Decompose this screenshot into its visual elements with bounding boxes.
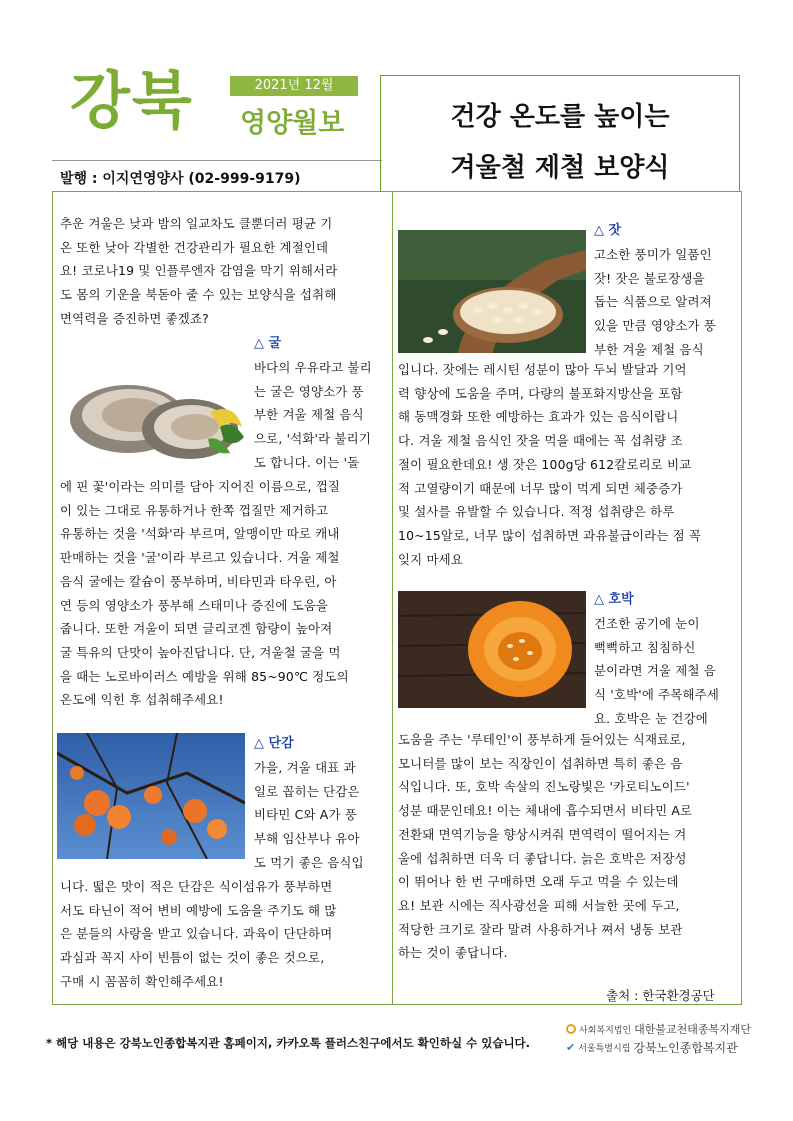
org2-prefix: 서울특별시립 bbox=[578, 1043, 631, 1054]
persimmon-image bbox=[57, 733, 245, 859]
title-line-2: 겨울철 제철 보양식 bbox=[450, 153, 670, 183]
oyster-image bbox=[60, 357, 246, 467]
pine-nut-side-line: 있을 만큼 영양소가 풍 bbox=[594, 318, 716, 334]
pumpkin-line: 식입니다. 또, 호박 속살의 진노랑빛은 '카로티노이드' bbox=[398, 779, 690, 795]
intro-line: 도 몸의 기운을 북돋아 줄 수 있는 보양식을 섭취해 bbox=[60, 287, 337, 303]
welfare-center-logo-icon: ✔ bbox=[566, 1040, 576, 1054]
pumpkin-side-line: 분이라면 겨울 제철 음 bbox=[594, 663, 716, 679]
pine-nut-side-text bbox=[594, 243, 736, 362]
footer-note: * 해당 내용은 강북노인종합복지관 홈페이지, 카카오톡 플러스친구에서도 확인하실 수 있습니다. bbox=[46, 1036, 531, 1050]
pumpkin-line: 모니터를 많이 보는 직장인이 섭취하면 특히 좋은 음 bbox=[398, 755, 683, 771]
persimmon-side-line: 가을, 겨울 대표 과 bbox=[254, 760, 356, 775]
oyster-side-line: 으로, '석화'라 불리기 bbox=[254, 431, 371, 447]
oyster-line: 줍니다. 또한 겨울이 되면 글리코겐 함량이 높아져 bbox=[60, 621, 333, 637]
pine-nut-side-line: 돕는 식품으로 알려져 bbox=[594, 294, 712, 310]
oyster-line: 굴 특유의 단맛이 높아진답니다. 단, 겨울철 굴을 먹 bbox=[60, 644, 341, 660]
pumpkin-image bbox=[398, 591, 586, 708]
oyster-paragraph bbox=[60, 475, 386, 712]
intro-paragraph bbox=[60, 212, 386, 331]
intro-line: 추운 겨울은 낮과 밤의 일교차도 클뿐더러 평균 기 bbox=[60, 216, 333, 231]
persimmon-line: 니다. 떫은 맛이 적은 단감은 식이섬유가 풍부하면 bbox=[60, 879, 333, 894]
pine-nut-image bbox=[398, 230, 586, 353]
pumpkin-line: 울에 섭취하면 더욱 더 좋답니다. 늙은 호박은 저장성 bbox=[398, 850, 687, 866]
title-box bbox=[380, 75, 740, 192]
pumpkin-line: 성분 때문인데요! 이는 체내에 흡수되면서 비타민 A로 bbox=[398, 803, 693, 819]
pine-nut-line: 력 향상에 도움을 주며, 다량의 불포화지방산을 포함 bbox=[398, 385, 683, 401]
persimmon-side-line: 비타민 C와 A가 풍 bbox=[254, 807, 357, 823]
persimmon-heading: △ 단감 bbox=[254, 736, 294, 751]
pumpkin-side-line: 식 '호박'에 주목해주세 bbox=[594, 687, 720, 703]
brand-title: 강북 bbox=[70, 64, 194, 137]
column-divider bbox=[392, 191, 393, 1005]
pumpkin-line: 전환돼 면역기능을 향상시켜줘 면역력이 떨어지는 겨 bbox=[398, 826, 687, 842]
oyster-side-line: 도 합니다. 이는 '돌 bbox=[254, 454, 360, 470]
oyster-line: 연 등의 영양소가 풍부해 스태미나 증진에 도움을 bbox=[60, 597, 329, 613]
pumpkin-line: 이 뛰어나 한 번 구매하면 오래 두고 먹을 수 있는데 bbox=[398, 874, 679, 890]
pine-nut-line: 잊지 마세요 bbox=[398, 551, 463, 567]
oyster-line: 음식 굴에는 칼슘이 풍부하며, 비타민과 타우린, 아 bbox=[60, 573, 337, 589]
oyster-heading: △ 굴 bbox=[254, 336, 282, 351]
persimmon-paragraph bbox=[60, 875, 386, 994]
persimmon-line: 서도 타닌이 적어 변비 예방에 도움을 주기도 해 많 bbox=[60, 902, 337, 918]
persimmon-side-line: 일로 꼽히는 단감은 bbox=[254, 783, 360, 799]
pine-nut-line: 다. 겨울 제철 음식인 잣을 먹을 때에는 꼭 섭취량 조 bbox=[398, 433, 683, 449]
source-credit: 출처 : 한국환경공단 bbox=[606, 988, 715, 1003]
oyster-line: 판매하는 것을 '굴'이라 부르고 있습니다. 겨울 제철 bbox=[60, 550, 340, 566]
oyster-line: 이 있는 그대로 유통하거나 한쪽 껍질만 제거하고 bbox=[60, 502, 329, 518]
oyster-side-line: 부한 겨울 제철 음식 bbox=[254, 407, 364, 423]
persimmon-line: 과심과 꼭지 사이 빈틈이 없는 것이 좋은 것으로, bbox=[60, 950, 325, 966]
issue-date-badge: 2021년 12월 bbox=[230, 76, 358, 96]
pumpkin-line: 적당한 크기로 잘라 말려 사용하거나 쪄서 냉동 보관 bbox=[398, 921, 683, 937]
intro-line: 요! 코로나19 및 인플루엔자 감염을 막기 위해서라 bbox=[60, 263, 338, 279]
pumpkin-line: 도움을 주는 '루테인'이 풍부하게 들어있는 식재료로, bbox=[398, 732, 686, 747]
pine-nut-side-line: 고소한 풍미가 일품인 bbox=[594, 247, 712, 262]
intro-line: 온 또한 낮아 각별한 건강관리가 필요한 계절인데 bbox=[60, 239, 329, 255]
pine-nut-side-line: 부한 겨울 제철 음식 bbox=[594, 341, 704, 357]
oyster-side-line: 는 굴은 영양소가 풍 bbox=[254, 383, 364, 399]
pumpkin-side-text bbox=[594, 612, 736, 731]
title-line-1: 건강 온도를 높이는 bbox=[450, 102, 670, 132]
pine-nut-side-line: 잣! 잣은 불로장생을 bbox=[594, 270, 705, 286]
pine-nut-line: 10~15알로, 너무 많이 섭취하면 과유불급이라는 점 꼭 bbox=[398, 527, 702, 543]
pumpkin-paragraph bbox=[398, 728, 736, 965]
pine-nut-line: 적 고열량이기 때문에 너무 많이 먹게 되면 체중증가 bbox=[398, 480, 683, 496]
org2-name: 강북노인종합복지관 bbox=[633, 1040, 738, 1055]
pumpkin-line: 하는 것이 좋답니다. bbox=[398, 945, 508, 961]
persimmon-side-line: 도 먹기 좋은 음식입 bbox=[254, 854, 364, 870]
persimmon-side-line: 부해 임산부나 유아 bbox=[254, 831, 360, 847]
oyster-line: 을 때는 노로바이러스 예방을 위해 85~90℃ 정도의 bbox=[60, 668, 349, 684]
pine-nut-line: 입니다. 잣에는 레시틴 성분이 많아 두뇌 발달과 기억 bbox=[398, 362, 687, 377]
persimmon-side-text bbox=[254, 756, 386, 875]
persimmon-line: 은 분들의 사랑을 받고 있습니다. 과육이 단단하며 bbox=[60, 926, 333, 942]
pumpkin-side-line: 뻑뻑하고 침침하신 bbox=[594, 639, 696, 655]
pumpkin-side-line: 요. 호박은 눈 건강에 bbox=[594, 710, 708, 726]
header-divider bbox=[52, 160, 382, 161]
org-credits bbox=[566, 1020, 766, 1056]
pumpkin-side-line: 건조한 공기에 눈이 bbox=[594, 616, 700, 631]
pine-nut-paragraph bbox=[398, 358, 736, 571]
persimmon-line: 구매 시 꼼꼼히 확인해주세요! bbox=[60, 973, 224, 989]
org1-name: 대한불교천태종복지재단 bbox=[634, 1023, 752, 1036]
oyster-line: 유통하는 것을 '석화'라 부르며, 알맹이만 따로 캐내 bbox=[60, 526, 340, 542]
newsletter-subtitle: 영양월보 bbox=[240, 108, 345, 139]
pumpkin-line: 요! 보관 시에는 직사광선을 피해 서늘한 곳에 두고, bbox=[398, 897, 680, 913]
pine-nut-line: 절이 필요한데요! 생 잣은 100g당 612칼로리로 비교 bbox=[398, 456, 692, 472]
oyster-side-text bbox=[254, 356, 386, 475]
pumpkin-heading: △ 호박 bbox=[594, 592, 634, 607]
oyster-line: 온도에 익힌 후 섭취해주세요! bbox=[60, 692, 224, 708]
pine-nut-line: 해 동맥경화 또한 예방하는 효과가 있는 음식이랍니 bbox=[398, 409, 679, 425]
pine-nut-line: 및 설사를 유발할 수 있습니다. 적정 섭취량은 하루 bbox=[398, 504, 675, 520]
pine-nut-heading: △ 잣 bbox=[594, 223, 622, 238]
oyster-side-line: 바다의 우유라고 불리 bbox=[254, 360, 372, 375]
intro-line: 면역력을 증진하면 좋겠죠? bbox=[60, 310, 209, 326]
foundation-logo-icon bbox=[566, 1024, 576, 1034]
oyster-line: 에 핀 꽃'이라는 의미를 담아 지어진 이름으로, 껍질 bbox=[60, 479, 341, 494]
publisher-line: 발행 : 이지연영양사 (02-999-9179) bbox=[60, 171, 301, 187]
org1-prefix: 사회복지법인 bbox=[579, 1025, 632, 1036]
